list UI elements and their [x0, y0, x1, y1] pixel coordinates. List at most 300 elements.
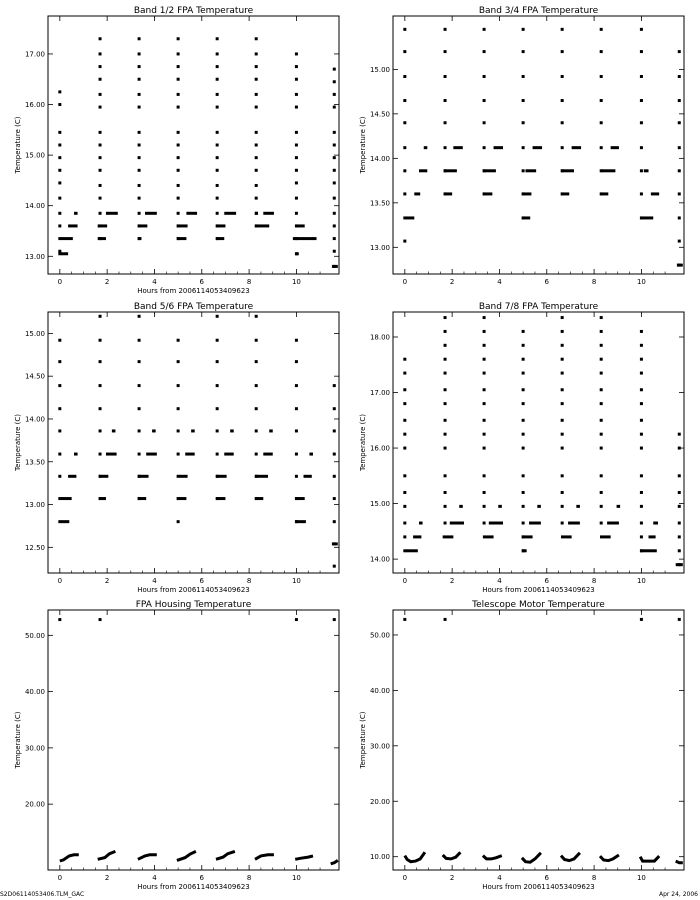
data-point	[255, 384, 258, 387]
data-segment	[61, 520, 69, 523]
data-point	[483, 402, 486, 405]
x-tick-label: 8	[246, 278, 252, 286]
data-point	[600, 433, 603, 436]
data-point	[99, 384, 102, 387]
data-point	[99, 453, 102, 456]
x-tick-label: 8	[246, 874, 252, 882]
data-point	[333, 475, 336, 478]
data-point	[99, 169, 102, 172]
footer-filename: S2D06114053406.TLM_GAC	[0, 891, 85, 898]
data-segment	[450, 522, 464, 525]
data-point	[255, 339, 258, 342]
data-point	[561, 402, 564, 405]
data-point	[600, 388, 603, 391]
data-point	[522, 121, 525, 124]
data-segment	[522, 192, 531, 195]
data-point	[255, 78, 258, 81]
y-tick-label: 13.50	[369, 199, 390, 208]
data-point	[58, 429, 61, 432]
data-point	[333, 384, 336, 387]
data-point	[216, 169, 219, 172]
data-point	[99, 360, 102, 363]
plot-frame	[393, 312, 684, 573]
y-tick-label: 17.00	[24, 50, 45, 59]
y-tick-label: 15.00	[369, 500, 390, 509]
data-point	[58, 156, 61, 159]
data-point	[216, 407, 219, 410]
y-axis-label: Temperature (C)	[14, 711, 22, 769]
data-segment	[572, 146, 581, 149]
y-tick-label: 30.00	[369, 742, 390, 751]
data-point	[216, 453, 219, 456]
data-point	[138, 65, 141, 68]
data-segment	[522, 216, 530, 219]
data-point	[483, 522, 486, 525]
data-point	[640, 146, 643, 149]
data-segment	[443, 535, 454, 538]
x-tick-label: 0	[402, 278, 408, 286]
data-point	[444, 146, 447, 149]
data-point	[295, 156, 298, 159]
data-point	[444, 388, 447, 391]
y-tick-label: 40.00	[24, 688, 45, 697]
data-point	[99, 339, 102, 342]
data-point	[522, 28, 525, 31]
data-point	[522, 447, 525, 450]
data-point	[177, 156, 180, 159]
data-point	[444, 75, 447, 78]
data-point	[58, 360, 61, 363]
data-segment	[444, 169, 457, 172]
data-point	[177, 407, 180, 410]
data-segment	[98, 237, 106, 240]
data-segment	[651, 192, 659, 195]
data-point	[403, 447, 406, 450]
y-axis-label: Temperature (C)	[359, 414, 367, 471]
data-segment	[644, 169, 649, 172]
data-segment	[255, 497, 263, 500]
data-point	[99, 156, 102, 159]
data-point	[483, 344, 486, 347]
data-point	[561, 344, 564, 347]
data-point	[640, 372, 643, 375]
data-point	[678, 535, 681, 538]
data-point	[216, 339, 219, 342]
data-point	[333, 407, 336, 410]
data-segment	[561, 169, 574, 172]
data-point	[678, 50, 681, 53]
data-point	[333, 212, 336, 215]
data-segment	[568, 522, 580, 525]
data-point	[561, 99, 564, 102]
data-point	[255, 37, 258, 40]
data-point	[138, 184, 141, 187]
chart-title: FPA Housing Temperature	[135, 600, 252, 610]
series-line	[676, 861, 683, 863]
data-point	[295, 429, 298, 432]
data-point	[640, 99, 643, 102]
data-point	[138, 78, 141, 81]
data-point	[403, 192, 406, 195]
data-point	[678, 491, 681, 494]
data-point	[678, 192, 681, 195]
data-segment	[269, 429, 273, 432]
y-tick-label: 16.00	[24, 101, 45, 110]
data-point	[333, 80, 336, 83]
data-point	[403, 28, 406, 31]
data-point	[561, 146, 564, 149]
data-segment	[525, 169, 536, 172]
data-point	[561, 522, 564, 525]
data-point	[295, 131, 298, 134]
data-point	[138, 156, 141, 159]
y-tick-label: 13.00	[24, 501, 45, 510]
y-tick-label: 20.00	[369, 797, 390, 806]
data-segment	[561, 192, 569, 195]
data-point	[99, 37, 102, 40]
data-point	[561, 505, 564, 508]
data-point	[333, 144, 336, 147]
data-point	[216, 144, 219, 147]
data-point	[295, 407, 298, 410]
data-point	[177, 212, 180, 215]
data-segment	[177, 224, 188, 227]
data-point	[177, 131, 180, 134]
data-point	[678, 169, 681, 172]
data-point	[522, 169, 525, 172]
y-axis-label: Temperature (C)	[359, 116, 367, 174]
x-tick-label: 2	[449, 577, 455, 585]
data-point	[640, 169, 643, 172]
data-segment	[74, 212, 78, 215]
data-point	[444, 358, 447, 361]
data-point	[600, 50, 603, 53]
data-segment	[99, 497, 106, 500]
data-point	[444, 522, 447, 525]
series-line	[216, 851, 235, 859]
data-segment	[191, 429, 195, 432]
data-point	[483, 358, 486, 361]
data-point	[522, 146, 525, 149]
data-point	[403, 522, 406, 525]
x-tick-label: 6	[544, 577, 550, 585]
plot-frame	[393, 610, 684, 870]
data-point	[138, 339, 141, 342]
data-point	[600, 330, 603, 333]
data-segment	[68, 224, 77, 227]
series-line	[522, 853, 541, 862]
data-point	[255, 93, 258, 96]
data-point	[99, 93, 102, 96]
x-tick-label: 4	[152, 278, 157, 286]
data-point	[255, 453, 258, 456]
data-point	[444, 330, 447, 333]
data-point	[483, 330, 486, 333]
data-point	[255, 407, 258, 410]
data-point	[403, 618, 406, 621]
data-segment	[537, 505, 541, 508]
data-segment	[453, 146, 462, 149]
data-segment	[406, 549, 418, 552]
data-segment	[230, 429, 234, 432]
data-segment	[419, 522, 423, 525]
y-tick-label: 14.50	[369, 110, 390, 119]
data-point	[99, 618, 102, 621]
data-point	[678, 505, 681, 508]
data-point	[177, 184, 180, 187]
data-point	[678, 99, 681, 102]
data-segment	[61, 237, 73, 240]
chart-panel-2	[359, 6, 684, 286]
data-point	[444, 344, 447, 347]
x-tick-label: 0	[402, 577, 408, 585]
data-point	[138, 37, 141, 40]
x-tick-label: 0	[57, 577, 63, 585]
x-axis-label: Hours from 2006114053409623	[137, 883, 250, 891]
y-tick-label: 13.00	[369, 243, 390, 252]
data-segment	[255, 212, 258, 215]
data-segment	[419, 169, 427, 172]
data-segment	[406, 216, 414, 219]
data-point	[216, 315, 219, 318]
x-tick-label: 6	[544, 278, 550, 286]
x-axis-label: Hours from 2006114053409623	[482, 883, 595, 891]
plot-frame	[48, 610, 339, 870]
data-point	[138, 106, 141, 109]
data-point	[177, 169, 180, 172]
data-segment	[179, 475, 187, 478]
y-tick-label: 14.00	[369, 154, 390, 163]
data-point	[600, 419, 603, 422]
data-segment	[413, 535, 421, 538]
data-point	[177, 144, 180, 147]
y-axis-label: Temperature (C)	[14, 116, 22, 174]
data-point	[483, 433, 486, 436]
data-segment	[61, 252, 68, 255]
data-point	[522, 505, 525, 508]
data-point	[138, 131, 141, 134]
data-point	[138, 429, 141, 432]
data-point	[483, 121, 486, 124]
data-point	[177, 78, 180, 81]
data-segment	[309, 453, 313, 456]
data-point	[333, 224, 336, 227]
data-point	[444, 447, 447, 450]
data-point	[255, 184, 258, 187]
data-segment	[295, 252, 299, 255]
data-point	[216, 93, 219, 96]
data-point	[640, 121, 643, 124]
data-point	[640, 358, 643, 361]
data-point	[522, 433, 525, 436]
data-point	[295, 181, 298, 184]
data-point	[444, 474, 447, 477]
series-line	[561, 853, 580, 861]
data-point	[216, 212, 219, 215]
data-point	[99, 131, 102, 134]
data-point	[333, 197, 336, 200]
data-point	[678, 216, 681, 219]
data-segment	[600, 192, 608, 195]
data-point	[333, 250, 336, 253]
data-segment	[138, 497, 146, 500]
data-point	[561, 330, 564, 333]
data-point	[640, 433, 643, 436]
data-point	[333, 131, 336, 134]
data-point	[216, 156, 219, 159]
data-point	[295, 197, 298, 200]
y-tick-label: 14.50	[24, 372, 45, 381]
data-segment	[533, 146, 542, 149]
data-segment	[255, 475, 268, 478]
y-tick-label: 13.50	[24, 458, 45, 467]
data-point	[403, 99, 406, 102]
data-point	[561, 316, 564, 319]
data-point	[444, 28, 447, 31]
data-point	[333, 169, 336, 172]
data-segment	[424, 146, 428, 149]
data-point	[138, 52, 141, 55]
data-point	[678, 522, 681, 525]
data-point	[600, 474, 603, 477]
data-segment	[640, 549, 657, 552]
data-point	[295, 93, 298, 96]
plot-frame	[48, 312, 339, 573]
data-point	[177, 520, 180, 523]
y-tick-label: 50.00	[369, 631, 390, 640]
data-segment	[498, 505, 502, 508]
data-point	[58, 103, 61, 106]
data-point	[678, 549, 681, 552]
data-point	[640, 522, 643, 525]
data-point	[678, 146, 681, 149]
x-tick-label: 4	[152, 874, 157, 882]
data-segment	[617, 505, 621, 508]
data-segment	[653, 522, 658, 525]
data-point	[403, 491, 406, 494]
data-point	[444, 121, 447, 124]
data-point	[255, 315, 258, 318]
data-segment	[74, 453, 78, 456]
data-point	[640, 192, 643, 195]
data-point	[640, 344, 643, 347]
data-segment	[61, 497, 72, 500]
data-point	[177, 453, 180, 456]
data-point	[522, 402, 525, 405]
data-point	[255, 156, 258, 159]
data-point	[640, 474, 643, 477]
y-tick-label: 18.00	[369, 333, 390, 342]
x-tick-label: 10	[291, 577, 301, 585]
data-point	[216, 131, 219, 134]
data-point	[483, 146, 486, 149]
data-point	[216, 360, 219, 363]
data-segment	[224, 212, 236, 215]
data-segment	[106, 453, 117, 456]
data-segment	[138, 237, 142, 240]
series-line	[138, 855, 157, 860]
series-line	[483, 856, 502, 859]
data-point	[333, 68, 336, 71]
data-segment	[295, 520, 306, 523]
data-point	[138, 453, 141, 456]
data-point	[138, 315, 141, 318]
data-point	[444, 433, 447, 436]
data-segment	[459, 505, 463, 508]
data-point	[255, 144, 258, 147]
data-point	[403, 549, 406, 552]
chart-title: Band 1/2 FPA Temperature	[133, 6, 254, 16]
y-tick-label: 12.50	[24, 543, 45, 552]
data-point	[138, 212, 141, 215]
data-segment	[186, 212, 197, 215]
data-point	[138, 93, 141, 96]
data-point	[600, 522, 603, 525]
chart-panel-4	[359, 302, 684, 594]
data-point	[522, 99, 525, 102]
x-tick-label: 2	[104, 577, 110, 585]
data-segment	[607, 522, 619, 525]
data-point	[58, 224, 61, 227]
data-point	[58, 520, 61, 523]
data-point	[216, 429, 219, 432]
data-point	[600, 99, 603, 102]
data-point	[58, 453, 61, 456]
data-segment	[216, 237, 224, 240]
x-tick-label: 10	[636, 874, 646, 882]
data-point	[99, 197, 102, 200]
data-point	[333, 181, 336, 184]
data-point	[295, 475, 298, 478]
chart-title: Band 5/6 FPA Temperature	[133, 302, 254, 312]
data-point	[483, 447, 486, 450]
data-point	[58, 252, 61, 255]
data-point	[483, 388, 486, 391]
x-tick-label: 4	[497, 577, 502, 585]
data-point	[403, 50, 406, 53]
data-point	[640, 50, 643, 53]
y-tick-label: 10.00	[369, 853, 390, 862]
x-tick-label: 0	[57, 874, 63, 882]
y-tick-label: 40.00	[369, 686, 390, 695]
series-line	[60, 855, 79, 861]
data-segment	[216, 497, 225, 500]
data-point	[177, 339, 180, 342]
data-point	[403, 146, 406, 149]
data-point	[678, 447, 681, 450]
data-point	[403, 474, 406, 477]
data-point	[483, 372, 486, 375]
data-point	[99, 184, 102, 187]
data-point	[58, 237, 61, 240]
series-line	[331, 860, 338, 863]
data-point	[483, 316, 486, 319]
data-segment	[483, 169, 496, 172]
data-point	[138, 144, 141, 147]
data-point	[255, 131, 258, 134]
data-point	[333, 93, 336, 96]
data-point	[678, 433, 681, 436]
data-point	[444, 505, 447, 508]
data-point	[403, 358, 406, 361]
chart-title: Band 7/8 FPA Temperature	[478, 302, 599, 312]
data-point	[333, 520, 336, 523]
data-point	[561, 50, 564, 53]
data-point	[295, 52, 298, 55]
y-tick-label: 15.00	[24, 151, 45, 160]
y-tick-label: 50.00	[24, 631, 45, 640]
data-point	[58, 475, 61, 478]
